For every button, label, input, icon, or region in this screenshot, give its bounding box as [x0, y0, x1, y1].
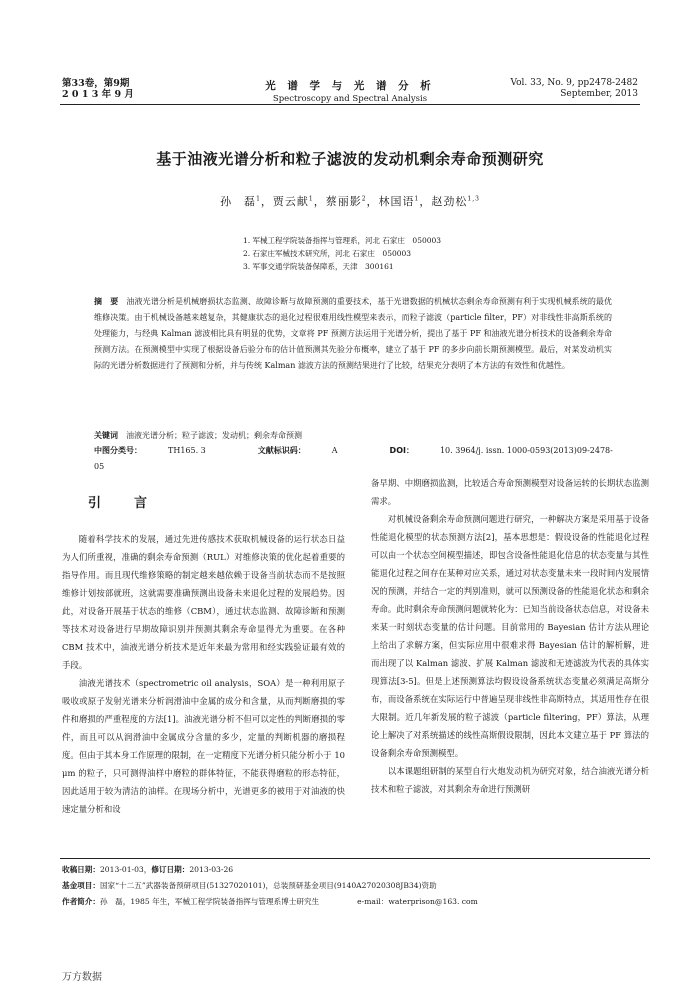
affiliation-item: 2. 石家庄军械技术研究所，河北 石家庄 050003: [243, 249, 412, 258]
author-affil-mark: 2: [361, 195, 367, 203]
author-name: 贾云献: [272, 195, 309, 208]
header-rule: [60, 104, 640, 105]
footnote-fund: [62, 878, 652, 894]
header-date-en: September, 2013: [560, 89, 638, 99]
abstract: [94, 294, 612, 374]
intro-paragraph: 随着科学技术的发展，通过先进传感技术获取机械设备的运行状态日益为人们所重视，准确的剩余寿命预测（RUL）对维修决策的优化起着重要的指导作用。而且现代维修策略的制定越来越依赖于设备当前状态而不是按照维修计划按部就班，这就需要准确预测出设备未来退化过程的发展趋势。因此，对设备开展基于状态的维修（CBM），通过状态监测、故障诊断和预测等技术对设备进行早期故障识别并预测其剩余寿命显得尤为重要。在各种 CBM 技术中，油液光谱分析技术是近年来最为常用和经实践验证最有效的手段。: [62, 534, 345, 670]
column-right: [371, 474, 649, 798]
footnote-bio: [62, 894, 652, 910]
footnotes: [62, 862, 652, 910]
author-name: 孙 磊: [220, 195, 257, 208]
intro-paragraph: 以本课题组研制的某型自行火炮发动机为研究对象，结合油液光谱分析技术和粒子滤波，对其剩余寿命进行预测研: [371, 766, 649, 794]
fund-text: 国家“十二五”武器装备预研项目(51327020101)，总装预研基金项目(9140A27020308JB34)资助: [99, 881, 437, 890]
header-volume-cn: 第33卷，第9期: [62, 78, 130, 89]
abstract-label: 摘 要: [94, 297, 119, 306]
column-left: [62, 530, 345, 818]
email-label: e-mail：: [357, 897, 389, 906]
bio-text: 孙 磊，1985 年生，军械工程学院装备指挥与管理系博士研究生: [99, 897, 320, 906]
received-label: 收稿日期：: [62, 865, 100, 874]
clc-value: TH165. 3: [168, 446, 206, 455]
author-list: 孙 磊$^1$，贾云献$^1$，蔡丽影$^2$，林国语$^1$，赵劲松$^{1,3}$: [220, 195, 480, 208]
intro-paragraph: 对机械设备剩余寿命预测问题进行研究，一种解决方案是采用基于设备性能退化模型的状态预测方法[2]，基本思想是：假设设备的性能退化过程可以由一个状态空间模型描述，即包含设备性能退化信息的状态变量与其性能退化过程之间存在某种对应关系，通过对状态变量未来一段时间内发展情况的预测，并结合一定的判别准则，就可以预测设备的性能退化状态和剩余寿命。此时剩余寿命预测问题就转化为：已知当前设备状态信息，对设备未来某一时刻状态变量的估计问题。目前常用的 Bayesian 估计方法从理论上给出了求解方案，但实际应用中很难求得 Bayesian 估计的解析解，进而出现了以 Kalman 滤波、扩展 Kalman 滤波和无迹滤波为代表的具体实现算法[3-5]。但是上述预测算法均假设设备系统状态变量必须满足高斯分布，而设备系统在实际运行中普遍呈现非线性非高斯特点，其适用性存在很大限制。近几年新发展的粒子滤波（particle filtering，PF）算法，从理论上解决了对系统描述的线性高斯假设限制，因此本文建立基于 PF 算法的设备剩余寿命预测模型。: [371, 514, 649, 758]
email-value: waterprison@163. com: [388, 897, 478, 906]
classification-line: [94, 443, 634, 475]
author-affil-mark: 1: [414, 195, 420, 203]
keywords-label: 关键词: [94, 431, 118, 440]
journal-name-en: Spectroscopy and Spectral Analysis: [272, 94, 428, 104]
fund-label: 基金项目：: [62, 881, 100, 890]
header-date-cn: 2 0 1 3 年 9 月: [62, 89, 134, 100]
header-volume-en: [510, 78, 638, 100]
received-date: 2013-01-03，: [99, 865, 152, 874]
intro-paragraph: 备早期、中期磨损监测，比较适合寿命预测模型对设备运转的长期状态监测需求。: [371, 478, 649, 506]
doi-label: DOI：: [389, 446, 414, 455]
affiliations: [243, 234, 441, 273]
author-name: 蔡丽影: [325, 195, 362, 208]
footnote-rule: [60, 858, 650, 859]
revised-label: 修订日期：: [151, 865, 190, 874]
keywords: [94, 428, 612, 444]
affiliation-item: 3. 军事交通学院装备保障系，天津 300161: [243, 262, 394, 271]
doi-value: 10. 3964/j. issn. 1000-0593(2013)09-2478-05: [94, 446, 613, 471]
doc-code-value: A: [331, 446, 338, 455]
journal-name-cn: 光 谱 学 与 光 谱 分 析: [265, 80, 435, 92]
keywords-text: 油液光谱分析；粒子滤波；发动机；剩余寿命预测: [126, 431, 302, 440]
revised-date: 2013-03-26: [189, 865, 234, 874]
abstract-text: 油液光谱分析是机械磨损状态监测、故障诊断与故障预测的重要技术，基于光谱数据的机械状态剩余寿命预测有利于实现机械系统的最优维修决策。由于机械设备越来越复杂，其健康状态的退化过程很难用线性模型来表示，而粒子滤波（particle filter，PF）对非线性非高斯系统的处理能力，与经典 Kalman 滤波相比具有明显的优势，文章将 PF 预测方法运用于光谱分析，提出了基于 PF 和油液光谱分析技术的设备剩余寿命预测方法。在预测模型中实现了根据设备后验分布的估计值预测其先验分布概率，建立了基于 PF 的多步向前长期预测模型。最后，对某发动机实际的光谱分析数据进行了预测和分析，并与传统 Kalman 滤波方法的预测结果进行了比较，结果充分表明了本方法的有效性和优越性。: [94, 297, 613, 370]
author-affil-mark: 1: [308, 195, 314, 203]
author-name: 赵劲松: [431, 195, 468, 208]
affiliation-item: 1. 军械工程学院装备指挥与管理系，河北 石家庄 050003: [243, 236, 442, 245]
intro-paragraph: 油液光谱技术（spectrometric oil analysis，SOA）是一种利用原子吸收或原子发射光谱来分析润滑油中金属的成分和含量，从而判断磨损的零件和磨损的严重程度的方法[1]。油液光谱分析不但可以定性的判断磨损的零件，而且可以从润滑油中金属成分含量的多少，定量的判断机器的磨损程度。但由于其本身工作原理的限制，在一定精度下光谱分析只能分析小于 10 μm 的粒子，只可测得油样中磨粒的群体特征，不能获得磨粒的形态特征，因此适用于较为清洁的油样。在现场分析中，光谱更多的被用于对油液的快速定量分析和设: [62, 678, 345, 814]
bio-label: 作者简介：: [62, 897, 100, 906]
header-volume-en-text: Vol. 33, No. 9, pp2478-2482: [510, 78, 638, 88]
clc-label: 中图分类号：: [94, 446, 142, 455]
paper-title: 基于油液光谱分析和粒子滤波的发动机剩余寿命预测研究: [156, 150, 544, 168]
source-watermark: 万方数据: [62, 972, 102, 983]
section-heading-intro: 引 言: [88, 496, 158, 511]
doc-code-label: 文献标识码：: [257, 446, 306, 455]
author-name: 林国语: [378, 195, 415, 208]
footnote-dates: [62, 862, 652, 878]
author-affil-mark: 1,3: [467, 195, 480, 203]
author-affil-mark: 1: [256, 195, 261, 203]
